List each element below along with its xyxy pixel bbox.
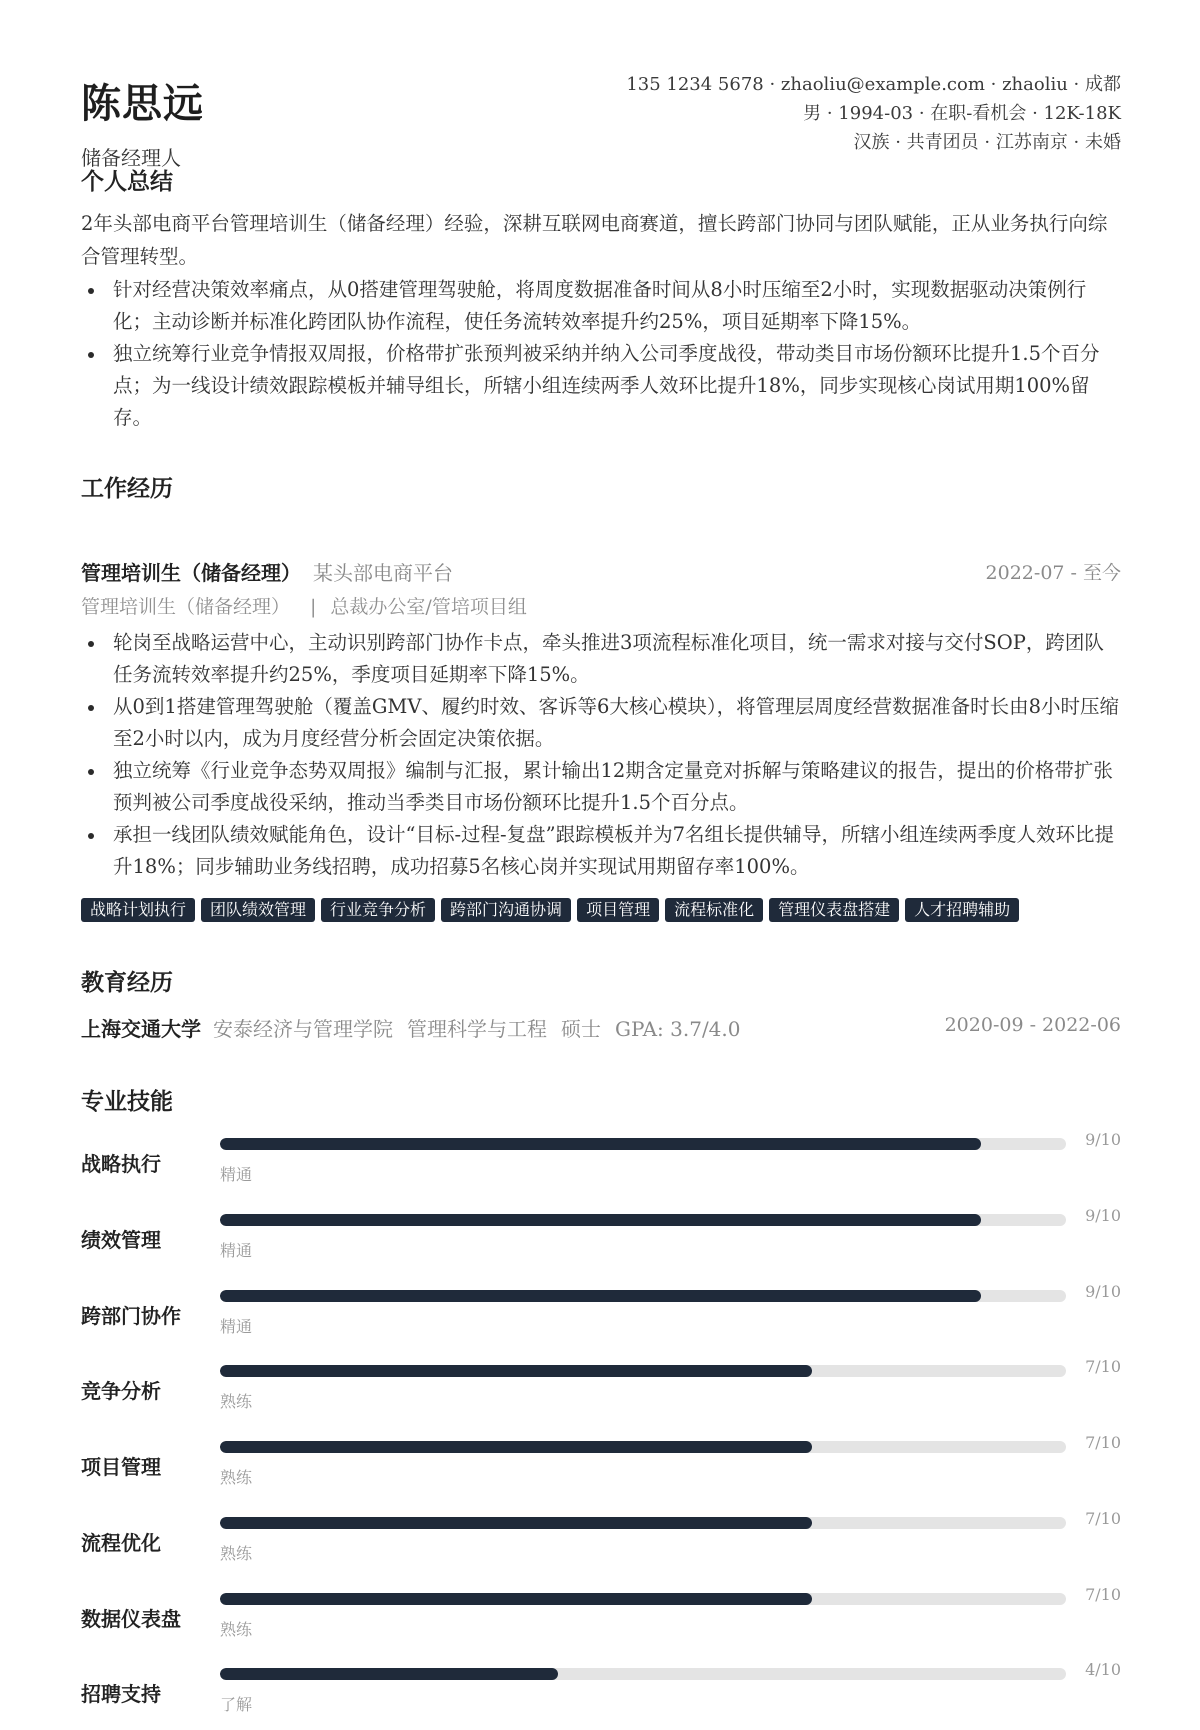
skill-name: 竞争分析 bbox=[81, 1379, 161, 1403]
major: 管理科学与工程 bbox=[407, 1017, 547, 1041]
skill-row bbox=[81, 1509, 1121, 1579]
skill-bar-track bbox=[220, 1138, 1066, 1150]
list-item: 独立统筹《行业竞争态势双周报》编制与汇报，累计输出12期含定量竞对拆解与策略建议的报告，提出的价格带扩张预判被公司季度战役采纳，推动当季类目市场份额环比提升1.5个百分点。 bbox=[81, 755, 1121, 819]
skill-bar-fill bbox=[220, 1668, 558, 1680]
education-details bbox=[213, 1017, 755, 1041]
job-position: 管理培训生（储备经理） bbox=[81, 596, 291, 618]
skill-bar-track bbox=[220, 1517, 1066, 1529]
skill-score: 7/10 bbox=[1085, 1509, 1121, 1528]
skill-level: 精通 bbox=[220, 1165, 253, 1184]
contact-line: 汉族 · 共青团员 · 江苏南京 · 未婚 bbox=[853, 132, 1121, 153]
skill-level: 熟练 bbox=[220, 1620, 253, 1639]
section-title-education: 教育经历 bbox=[81, 969, 173, 996]
job-company: 某头部电商平台 bbox=[313, 561, 453, 585]
skill-row bbox=[81, 1585, 1121, 1655]
contact-line: 男 · 1994-03 · 在职-看机会 · 12K-18K bbox=[803, 103, 1121, 124]
job-date: 2022-07 - 至今 bbox=[985, 562, 1121, 584]
separator: | bbox=[310, 596, 317, 618]
tag: 项目管理 bbox=[577, 898, 659, 922]
skill-bar-track bbox=[220, 1593, 1066, 1605]
job-department: 总裁办公室/管培项目组 bbox=[330, 596, 527, 618]
summary-intro: 2年头部电商平台管理培训生（储备经理）经验，深耕互联网电商赛道，擅长跨部门协同与团队赋能，正从业务执行向综合管理转型。 bbox=[81, 212, 1108, 268]
skill-bar-track bbox=[220, 1365, 1066, 1377]
skill-row bbox=[81, 1206, 1121, 1276]
tag: 人才招聘辅助 bbox=[905, 898, 1019, 922]
list-item: 独立统筹行业竞争情报双周报，价格带扩张预判被采纳并纳入公司季度战役，带动类目市场份额环比提升1.5个百分点；为一线设计绩效跟踪模板并辅导组长，所辖小组连续两季人效环比提升18%，同步实现核心岗试用期100%留存。 bbox=[81, 338, 1121, 434]
education-entry bbox=[81, 1013, 755, 1042]
skill-bar-track bbox=[220, 1214, 1066, 1226]
list-item: 承担一线团队绩效赋能角色，设计“目标-过程-复盘”跟踪模板并为7名组长提供辅导，所辖小组连续两季度人效环比提升18%；同步辅助业务线招聘，成功招募5名核心岗并实现试用期留存率100%。 bbox=[81, 819, 1121, 883]
skill-bar-fill bbox=[220, 1138, 981, 1150]
tag: 跨部门沟通协调 bbox=[441, 898, 571, 922]
tag: 行业竞争分析 bbox=[321, 898, 435, 922]
skill-level: 了解 bbox=[220, 1695, 253, 1714]
tag: 团队绩效管理 bbox=[201, 898, 315, 922]
skill-bar-fill bbox=[220, 1593, 812, 1605]
skill-level: 精通 bbox=[220, 1317, 253, 1336]
section-title-summary: 个人总结 bbox=[81, 168, 173, 195]
skill-row bbox=[81, 1357, 1121, 1427]
skill-level: 熟练 bbox=[220, 1392, 253, 1411]
skill-tags bbox=[81, 898, 1019, 922]
skill-bar-fill bbox=[220, 1517, 812, 1529]
skill-bar-track bbox=[220, 1290, 1066, 1302]
list-item: 轮岗至战略运营中心，主动识别跨部门协作卡点，牵头推进3项流程标准化项目，统一需求对接与交付SOP，跨团队任务流转效率提升约25%，季度项目延期率下降15%。 bbox=[81, 627, 1121, 691]
tag: 流程标准化 bbox=[665, 898, 763, 922]
contact-info bbox=[626, 70, 1121, 157]
tag: 管理仪表盘搭建 bbox=[769, 898, 899, 922]
college: 安泰经济与管理学院 bbox=[213, 1017, 393, 1041]
skill-bar-fill bbox=[220, 1214, 981, 1226]
skill-score: 7/10 bbox=[1085, 1585, 1121, 1604]
skill-bar-track bbox=[220, 1668, 1066, 1680]
skill-name: 绩效管理 bbox=[81, 1228, 161, 1252]
skill-bar-fill bbox=[220, 1290, 981, 1302]
skill-name: 招聘支持 bbox=[81, 1682, 161, 1706]
skill-score: 9/10 bbox=[1085, 1130, 1121, 1149]
section-title-skills: 专业技能 bbox=[81, 1088, 173, 1115]
skill-name: 流程优化 bbox=[81, 1531, 161, 1555]
skill-name: 战略执行 bbox=[81, 1152, 161, 1176]
skill-level: 熟练 bbox=[220, 1544, 253, 1563]
summary-bullets bbox=[81, 274, 1121, 434]
skill-score: 7/10 bbox=[1085, 1357, 1121, 1376]
skill-bar-fill bbox=[220, 1365, 812, 1377]
skill-name: 数据仪表盘 bbox=[81, 1607, 181, 1631]
skill-score: 7/10 bbox=[1085, 1433, 1121, 1452]
skill-name: 跨部门协作 bbox=[81, 1304, 181, 1328]
skill-bar-fill bbox=[220, 1441, 812, 1453]
gpa: GPA: 3.7/4.0 bbox=[615, 1017, 741, 1041]
candidate-name: 陈思远 bbox=[81, 80, 204, 127]
skill-row bbox=[81, 1433, 1121, 1503]
degree: 硕士 bbox=[561, 1017, 601, 1041]
section-title-work: 工作经历 bbox=[81, 475, 173, 502]
skill-level: 精通 bbox=[220, 1241, 253, 1260]
list-item: 从0到1搭建管理驾驶舱（覆盖GMV、履约时效、客诉等6大核心模块），将管理层周度经营数据准备时长由8小时压缩至2小时以内，成为月度经营分析会固定决策依据。 bbox=[81, 691, 1121, 755]
job-subtitle bbox=[81, 592, 527, 619]
skill-row bbox=[81, 1282, 1121, 1352]
contact-line: 135 1234 5678 · zhaoliu@example.com · zhaoliu · 成都 bbox=[626, 74, 1121, 95]
work-bullets bbox=[81, 627, 1121, 883]
tag: 战略计划执行 bbox=[81, 898, 195, 922]
skill-score: 4/10 bbox=[1085, 1660, 1121, 1679]
skill-score: 9/10 bbox=[1085, 1282, 1121, 1301]
skill-row bbox=[81, 1660, 1121, 1730]
list-item: 针对经营决策效率痛点，从0搭建管理驾驶舱，将周度数据准备时间从8小时压缩至2小时，实现数据驱动决策例行化；主动诊断并标准化跨团队协作流程，使任务流转效率提升约25%，项目延期率下降15%。 bbox=[81, 274, 1121, 338]
candidate-role: 储备经理人 bbox=[81, 146, 181, 170]
job-heading bbox=[81, 557, 453, 586]
job-title: 管理培训生（储备经理） bbox=[81, 561, 301, 585]
skill-name: 项目管理 bbox=[81, 1455, 161, 1479]
education-date: 2020-09 - 2022-06 bbox=[944, 1014, 1121, 1036]
skill-bar-track bbox=[220, 1441, 1066, 1453]
skill-row bbox=[81, 1130, 1121, 1200]
school-name: 上海交通大学 bbox=[81, 1017, 201, 1041]
skill-level: 熟练 bbox=[220, 1468, 253, 1487]
skill-score: 9/10 bbox=[1085, 1206, 1121, 1225]
